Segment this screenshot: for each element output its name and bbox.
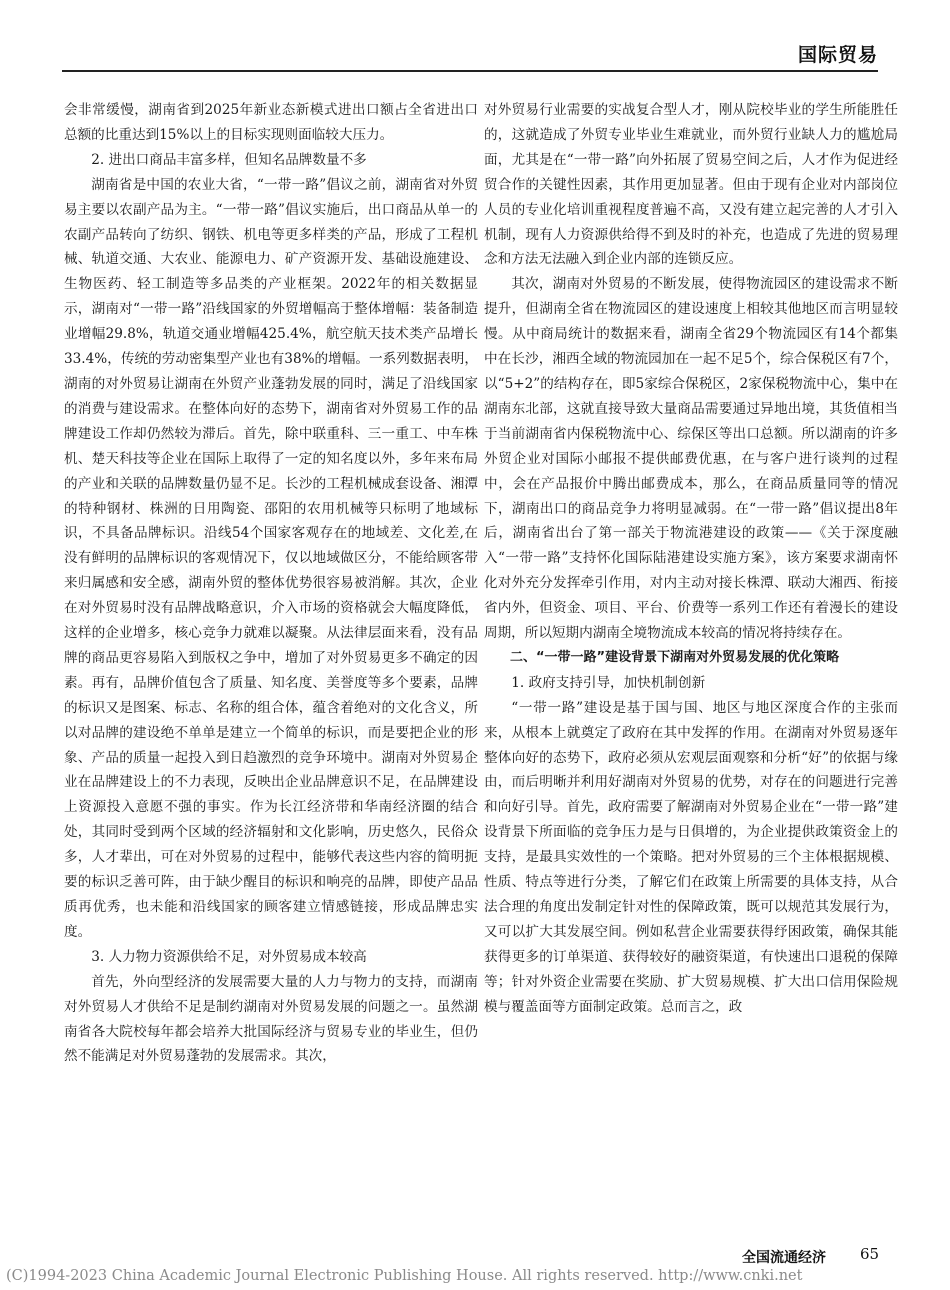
paragraph: 湖南省是中国的农业大省，“一带一路”倡议之前，湖南省对外贸易主要以农副产品为主。“一带一路”倡议实施后，出口商品从单一的农副产品转向了纺织、钢铁、机电等更多样类的产品，形成了工程机械、轨道交通、大农业、能源电力、矿产资源开发、基础设施建设、生物医药、轻工制造等多品类的产业框架。2022年的相关数据显示，湖南对“一带一路”沿线国家的外贸增幅高于整体增幅：装备制造业增幅29.8%，轨道交通业增幅425.4%，航空航天技术类产品增长33.4%，传统的劳动密集型产业也有38%的增幅。一系列数据表明，湖南的对外贸易让湖南在外贸产业蓬勃发展的同时，满足了沿线国家的消费与建设需求。在整体向好的态势下，湖南省对外贸易工作的品牌建设工作却仍然较为滞后。首先，除中联重科、三一重工、中车株机、楚天科技等企业在国际上取得了一定的知名度以外，多年来布局的产业和关联的品牌数量仍显不足。长沙的工程机械成套设备、湘潭的特种钢材、株洲的日用陶瓷、邵阳的农用机械等只标明了地域标识，不具备品牌标识。沿线54个国家客观存在的地域差、文化差,在没有鲜明的品牌标识的客观情况下，仅以地域做区分，不能给顾客带来归属感和安全感，湖南外贸的整体优势很容易被消解。其次，企业在对外贸易时没有品牌战略意识，介入市场的资格就会大幅度降低，这样的企业增多，核心竞争力就难以凝聚。从法律层面来看，没有品牌的商品更容易陷入到版权之争中，增加了对外贸易更多不确定的因素。再有，品牌价值包含了质量、知名度、美誉度等多个要素，品牌的标识又是图案、标志、名称的组合体，蕴含着绝对的文化含义，所以对品牌的建设绝不单单是建立一个简单的标识，而是要把企业的形象、产品的质量一起投入到日趋激烈的竞争环境中。湖南对外贸易企业在品牌建设上的不力表现，反映出企业品牌意识不足，在品牌建设上资源投入意愿不强的事实。作为长江经济带和华南经济圈的结合处，其同时受到两个区域的经济辐射和文化影响，历史悠久，民俗众多，人才辈出，可在对外贸易的过程中，能够代表这些内容的简明扼要的标识乏善可阵，由于缺少醒目的标识和响亮的品牌，即使产品品质再优秀，也未能和沿线国家的顾客建立情感链接，形成品牌忠实度。 — [64, 176, 478, 940]
left-column — [64, 98, 478, 1233]
paragraph-continued: 对外贸易行业需要的实战复合型人才，刚从院校毕业的学生所能胜任的，这就造成了外贸专业毕业生难就业，而外贸行业缺人力的尴尬局面，尤其是在“一带一路”向外拓展了贸易空间之后，人才作为促进经贸合作的关键性因素，其作用更加显著。但由于现有企业对内部岗位人员的专业化培训重视程度普遍不高，又没有建立起完善的人才引入机制，现有人力资源供给得不到及时的补充，也造成了先进的贸易理念和方法无法融入到企业内部的连锁反应。 — [484, 102, 898, 268]
section-label: 国际贸易 — [797, 44, 878, 66]
right-column — [484, 98, 898, 1233]
paragraph: 首先，外向型经济的发展需要大量的人力与物力的支持，而湖南对外贸易人才供给不足是制约湖南对外贸易发展的问题之一。虽然湖南省各大院校每年都会培养大批国际经济与贸易专业的毕业生，但仍然不能满足对外贸易蓬勃的发展需求。其次， — [64, 973, 478, 1065]
header-divider — [62, 70, 878, 72]
sub-heading: 3. 人力物力资源供给不足，对外贸易成本较高 — [91, 948, 367, 965]
section-heading: 二、“一带一路”建设背景下湖南对外贸易发展的优化策略 — [510, 649, 840, 665]
paragraph-continued: 会非常缓慢，湖南省到2025年新业态新模式进出口额占全省进出口总额的比重达到15%以上的目标实现则面临较大压力。 — [64, 102, 478, 143]
paragraph: “一带一路”建设是基于国与国、地区与地区深度合作的主张而来，从根本上就奠定了政府在其中发挥的作用。在湖南对外贸易逐年整体向好的态势下，政府必须从宏观层面观察和分析“好”的依据与缘由，而后明晰并利用好湖南对外贸易的优势，对存在的问题进行完善和向好引导。首先，政府需要了解湖南对外贸易企业在“一带一路”建设背景下所面临的竞争压力是与日俱增的，为企业提供政策资金上的支持，是最具实效性的一个策略。把对外贸易的三个主体根据规模、性质、特点等进行分类，了解它们在政策上所需要的具体支持，从合法合理的角度出发制定针对性的保障政策，既可以规范其发展行为，又可以扩大其发展空间。例如私营企业需要获得纾困政策，确保其能获得更多的订单渠道、获得较好的融资渠道，有快速出口退税的保障等；针对外资企业需要在奖励、扩大贸易规模、扩大出口信用保险规模与覆盖面等方面制定政策。总而言之，政 — [484, 699, 898, 1015]
page-number: 65 — [860, 1245, 880, 1263]
paragraph: 其次，湖南对外贸易的不断发展，使得物流园区的建设需求不断提升，但湖南全省在物流园区的建设速度上相较其他地区而言明显较慢。从中商局统计的数据来看，湖南全省29个物流园区有14个都集中在长沙，湘西全域的物流园加在一起不足5个，综合保税区有7个，以“5+2”的结构存在，即5家综合保税区，2家保税物流中心，集中在湖南东北部，这就直接导致大量商品需要通过异地出境，其货值相当于当前湖南省内保税物流中心、综保区等出口总额。所以湖南的许多外贸企业对国际小邮报不提供邮费优惠，在与客户进行谈判的过程中，会在产品报价中腾出邮费成本，那么，在商品质量同等的情况下，湖南出口的商品竞争力将明显减弱。在“一带一路”倡议提出8年后，湖南省出台了第一部关于物流港建设的政策——《关于深度融入“一带一路”支持怀化国际陆港建设实施方案》，该方案要求湖南怀化对外充分发挥牵引作用，对内主动对接长株潭、联动大湘西、衔接省内外，但资金、项目、平台、价费等一系列工作还有着漫长的建设周期，所以短期内湖南全境物流成本较高的情况将持续存在。 — [484, 276, 898, 642]
journal-name: 全国流通经济 — [742, 1250, 826, 1266]
copyright-notice: (C)1994-2023 China Academic Journal Electronic Publishing House. All rights reserved. http://www.cnki.net — [6, 1268, 803, 1284]
sub-heading: 1. 政府支持引导，加快机制创新 — [511, 674, 706, 691]
sub-heading: 2. 进出口商品丰富多样，但知名品牌数量不多 — [91, 151, 367, 168]
